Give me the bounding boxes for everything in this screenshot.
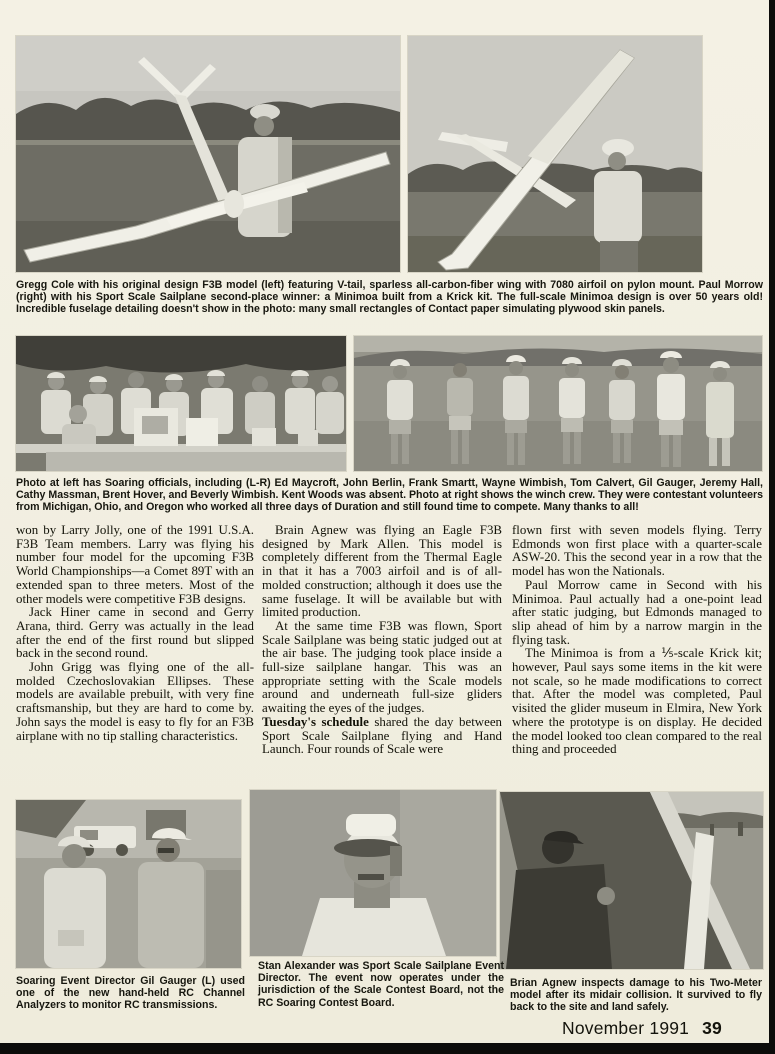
photo-scene <box>408 36 702 272</box>
photo-gil-gauger <box>16 800 241 968</box>
paragraph: won by Larry Jolly, one of the 1991 U.S.A. F3B Team members. Larry was flying his number four model for the upcoming F3B World Championships—a Comet 89T with an extended span to three meters. Most of the other models were competitive F3B designs. <box>16 523 254 606</box>
photo-winch-crew <box>354 336 762 471</box>
paragraph: The Minimoa is from a ⅕-scale Krick kit; however, Paul says some items in the kit were not scale, so he made modifications to correct that. After the model was completed, Paul visited the glider museum in Elmira, New York where the prototype is on display. He decided the model looked too clean compared to the real thing and proceeded <box>512 646 762 757</box>
paragraph: John Grigg was flying one of the all-molded Czechoslovakian Ellipses. These models are available prebuilt, with very fine craftsmanship, but they are hard to come by. John says the model is easy to fly for an F3B airplane with no tip stalling characteristics. <box>16 660 254 743</box>
photo-scene <box>16 36 400 272</box>
caption-top-photos: Gregg Cole with his original design F3B model (left) featuring V-tail, sparless all-carbon-fiber wing with 7080 airfoil on pylon mount. Paul Morrow (right) with his Sport Scale Sailplane second-place winner: a Minimoa built from a Krick kit. The full-scale Minimoa design is over 50 years old! Incredible fuselage detailing doesn't show in the photo: many small rectangles of Contact paper simulating plywood skin panels. <box>16 279 763 316</box>
mustache <box>358 874 384 880</box>
paragraph: Brain Agnew was flying an Eagle F3B designed by Mark Allen. This model is completely different from the Thermal Eagle in that it has a 7003 airfoil and is of all-molded construction; although it does use the same fuselage. It will be available but with limited production. <box>262 523 502 620</box>
article-column-3 <box>512 524 762 757</box>
photo-scene <box>500 792 763 969</box>
photo-paul-morrow-minimoa <box>408 36 702 272</box>
issue-date: November 1991 <box>562 1018 690 1038</box>
caption-middle-photos: Photo at left has Soaring officials, including (L-R) Ed Maycroft, John Berlin, Frank Smartt, Wayne Wimbish, Tom Calvert, Gil Gauger, Jeremy Hall, Cathy Massman, Brent Hover, and Beverly Wimbish. Kent Woods was absent. Photo at right shows the winch crew. They were contestant volunteers from Michigan, Ohio, and Oregon who worked all three days of Duration and still found time to compete. Many thanks to all! <box>16 477 763 514</box>
page-footer <box>562 1018 722 1039</box>
scan-edge-right <box>769 0 775 1054</box>
photo-scene <box>16 800 241 968</box>
paragraph: flown first with seven models flying. Terry Edmonds won first place with a quarter-scale ASW-20. This the second year in a row that the model has won the Nationals. <box>512 523 762 579</box>
page-number: 39 <box>702 1018 722 1038</box>
paragraph-rest: shared the day between Sport Scale Sailplane flying and Hand Launch. Four rounds of Scale were <box>262 714 502 757</box>
article-body <box>16 524 762 757</box>
bold-lead: Tuesday's schedule <box>262 714 369 729</box>
paragraph: At the same time F3B was flown, Sport Scale Sailplane was being static judged out at the air base. The judging took place inside a full-size sailplane hangar. This was an appropriate setting with the Scale models around and underneath full-size gliders awaiting the eyes of the judges. <box>262 618 502 716</box>
photo-scene <box>16 336 346 471</box>
photo-soaring-officials <box>16 336 346 471</box>
photo-scene <box>354 336 762 471</box>
scan-edge-bottom <box>0 1043 775 1054</box>
paragraph-tuesday-schedule <box>262 716 502 757</box>
photo-scene <box>250 790 496 956</box>
photo-stan-alexander <box>250 790 496 956</box>
caption-brian-agnew: Brian Agnew inspects damage to his Two-Meter model after its midair collision. It survived to fly back to the site and land safely. <box>510 977 762 1014</box>
paragraph: Jack Hiner came in second and Gerry Arana, third. Gerry was actually in the lead after the end of the first round but slipped back in the second round. <box>16 605 254 661</box>
treeline <box>354 348 762 366</box>
photo-brian-agnew-wing <box>500 792 763 969</box>
article-column-1 <box>16 524 254 757</box>
article-column-2 <box>262 524 502 757</box>
caption-stan-alexander: Stan Alexander was Sport Scale Sailplane Event Director. The event now operates under the jurisdiction of the Scale Contest Board, not the RC Soaring Contest Board. <box>258 960 504 1009</box>
photo-gregg-cole-f3b <box>16 36 400 272</box>
paragraph: Paul Morrow came in Second with his Minimoa. Paul actually had a one-point lead after static judging, but Edmonds managed to slip ahead of him by a narrow margin in the flying task. <box>512 577 762 647</box>
table <box>16 444 346 453</box>
canopy <box>16 336 346 373</box>
caption-gil-gauger: Soaring Event Director Gil Gauger (L) used one of the new hand-held RC Channel Analyzers to monitor RC transmissions. <box>16 975 245 1012</box>
